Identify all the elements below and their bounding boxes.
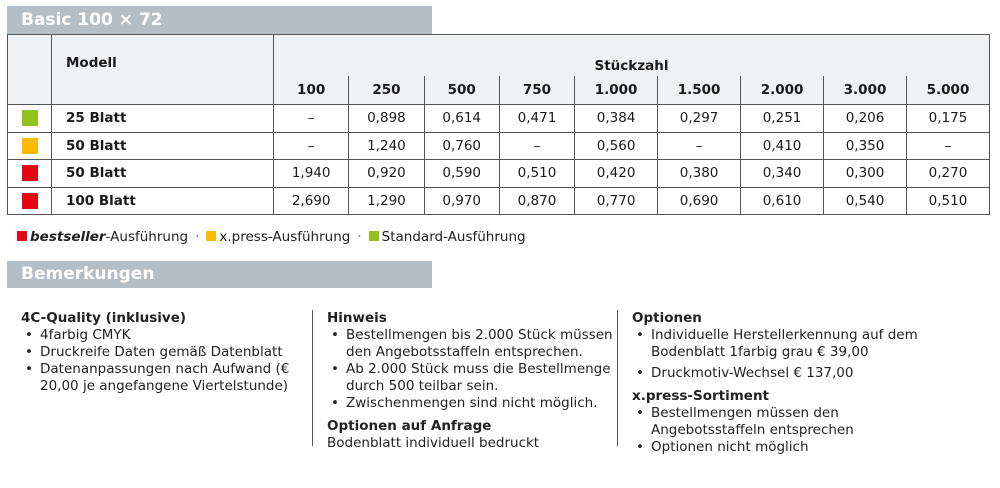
- price-cell: 0,540: [824, 187, 907, 215]
- xpress-heading: x.press-Sortiment: [632, 388, 770, 404]
- legend-swatch: [206, 231, 216, 241]
- price-cell: –: [658, 132, 741, 160]
- legend-label: Standard-Ausführung: [381, 229, 526, 245]
- price-cell: 2,690: [274, 187, 349, 215]
- price-cell: 0,297: [658, 105, 741, 133]
- hinweis-heading: Hinweis: [327, 310, 387, 326]
- price-cell: 0,384: [575, 105, 658, 133]
- variant-swatch-bestseller: [22, 165, 38, 181]
- bullet-item: • Individuelle Herstellerkennung auf dem Bodenblatt 1farbig grau € 39,00: [632, 327, 932, 361]
- variant-swatch-bestseller: [22, 193, 38, 209]
- price-cell: 0,610: [741, 187, 824, 215]
- price-cell: 0,614: [424, 105, 499, 133]
- bullet-item: • Bestellmengen müssen den Angebotsstaffeln entsprechen: [632, 405, 932, 439]
- model-cell: 50 Blatt: [52, 160, 274, 188]
- bullet-item: • Zwischenmengen sind nicht möglich.: [327, 395, 617, 412]
- bullet-item: • Bestellmengen bis 2.000 Stück müssen den Angebotsstaffeln entsprechen.: [327, 327, 617, 361]
- legend-item: [206, 229, 350, 245]
- remarks-title: Bemerkungen: [7, 261, 432, 288]
- remarks-quality: [21, 310, 311, 395]
- price-cell: 0,471: [499, 105, 574, 133]
- column-divider: [312, 310, 313, 446]
- legend-label: -Ausführung: [105, 229, 189, 245]
- price-cell: 0,251: [741, 105, 824, 133]
- price-cell: 0,206: [824, 105, 907, 133]
- table-row: [8, 132, 990, 160]
- swatch-cell: [8, 160, 52, 188]
- table-row: [8, 160, 990, 188]
- quantity-header: 3.000: [824, 76, 907, 105]
- price-cell: 0,380: [658, 160, 741, 188]
- bullet-item: • Ab 2.000 Stück muss die Bestellmenge durch 500 teilbar sein.: [327, 361, 617, 395]
- swatch-cell: [8, 132, 52, 160]
- model-cell: 50 Blatt: [52, 132, 274, 160]
- legend-separator: ·: [357, 229, 362, 245]
- product-title: Basic 100 × 72: [7, 6, 432, 34]
- price-cell: 0,270: [907, 160, 990, 188]
- remarks-optionen: [632, 310, 932, 456]
- price-cell: 0,560: [575, 132, 658, 160]
- price-cell: 1,240: [349, 132, 424, 160]
- swatch-cell: [8, 187, 52, 215]
- xpress-list: [632, 405, 932, 456]
- price-cell: 0,340: [741, 160, 824, 188]
- remarks-hinweis: [327, 310, 617, 452]
- price-cell: 0,510: [499, 160, 574, 188]
- price-table: [7, 34, 990, 215]
- quantity-header: 750: [499, 76, 574, 105]
- stueckzahl-header: Stückzahl: [274, 35, 990, 76]
- legend: [17, 229, 526, 245]
- swatch-header: [8, 35, 52, 105]
- table-row: [8, 105, 990, 133]
- bullet-item: • Datenanpassungen nach Aufwand (€ 20,00 je angefangene Viertelstunde): [21, 361, 311, 395]
- legend-swatch: [369, 231, 379, 241]
- price-cell: 0,590: [424, 160, 499, 188]
- quantity-header: 250: [349, 76, 424, 105]
- quality-heading: 4C-Quality (inklusive): [21, 310, 187, 326]
- price-cell: 0,410: [741, 132, 824, 160]
- price-cell: –: [274, 105, 349, 133]
- quantity-header: 1.500: [658, 76, 741, 105]
- legend-separator: ·: [195, 229, 200, 245]
- price-cell: 0,770: [575, 187, 658, 215]
- quantity-header: 1.000: [575, 76, 658, 105]
- legend-item: [369, 229, 526, 245]
- quality-list: [21, 327, 311, 395]
- price-cell: 0,690: [658, 187, 741, 215]
- optionen-heading: Optionen: [632, 310, 702, 326]
- optionen-anfrage-heading: Optionen auf Anfrage: [327, 418, 492, 434]
- legend-emphasis: bestseller: [30, 229, 106, 245]
- price-cell: 0,870: [499, 187, 574, 215]
- optionen-list: [632, 327, 932, 382]
- price-cell: 1,940: [274, 160, 349, 188]
- variant-swatch-x-press: [22, 138, 38, 154]
- bullet-item: • 4farbig CMYK: [21, 327, 311, 344]
- modell-header: Modell: [52, 35, 274, 105]
- legend-label: x.press-Ausführung: [219, 229, 351, 245]
- price-cell: 0,920: [349, 160, 424, 188]
- optionen-anfrage-text: Bodenblatt individuell bedruckt: [327, 435, 540, 451]
- price-cell: 0,175: [907, 105, 990, 133]
- table-row: [8, 187, 990, 215]
- price-cell: –: [499, 132, 574, 160]
- bullet-item: • Optionen nicht möglich: [632, 439, 932, 456]
- swatch-cell: [8, 105, 52, 133]
- price-cell: 0,350: [824, 132, 907, 160]
- model-cell: 25 Blatt: [52, 105, 274, 133]
- legend-item: [17, 229, 188, 245]
- price-cell: 0,300: [824, 160, 907, 188]
- price-cell: 0,760: [424, 132, 499, 160]
- price-cell: 0,510: [907, 187, 990, 215]
- price-cell: 1,290: [349, 187, 424, 215]
- price-cell: –: [274, 132, 349, 160]
- bullet-item: • Druckreife Daten gemäß Datenblatt: [21, 344, 311, 361]
- price-cell: 0,898: [349, 105, 424, 133]
- quantity-header: 100: [274, 76, 349, 105]
- column-divider: [617, 310, 618, 446]
- model-cell: 100 Blatt: [52, 187, 274, 215]
- bullet-item: • Druckmotiv-Wechsel € 137,00: [632, 365, 932, 382]
- price-cell: –: [907, 132, 990, 160]
- price-cell: 0,970: [424, 187, 499, 215]
- legend-swatch: [17, 231, 27, 241]
- quantity-header: 5.000: [907, 76, 990, 105]
- price-cell: 0,420: [575, 160, 658, 188]
- quantity-header: 2.000: [741, 76, 824, 105]
- quantity-header: 500: [424, 76, 499, 105]
- hinweis-list: [327, 327, 617, 412]
- variant-swatch-standard: [22, 110, 38, 126]
